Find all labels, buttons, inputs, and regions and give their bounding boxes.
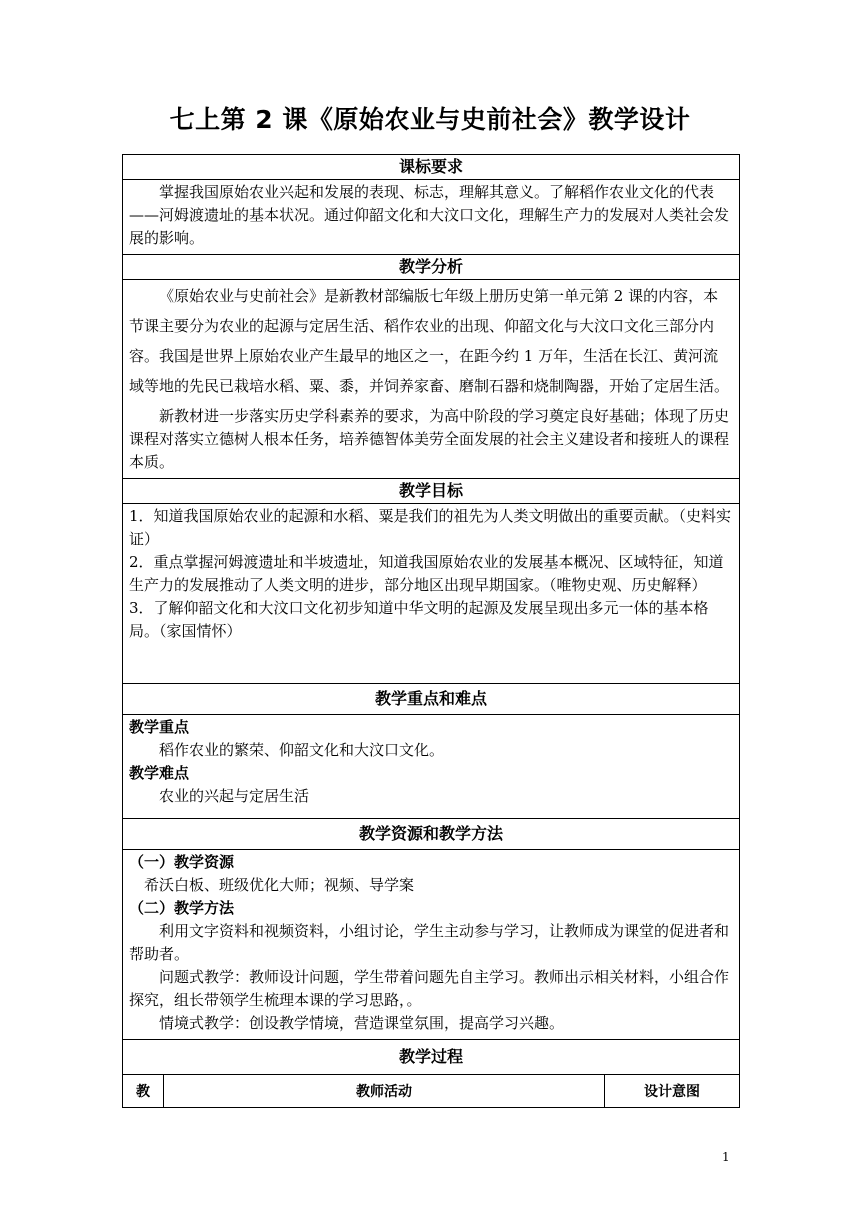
resources-cell bbox=[123, 849, 739, 1039]
objectives-heading: 教学目标 bbox=[123, 478, 739, 503]
resources-text: 希沃白板、班级优化大师；视频、导学案 bbox=[144, 876, 415, 894]
analysis-cell bbox=[123, 279, 739, 478]
difficulty-label: 教学难点 bbox=[129, 764, 190, 782]
page-number: 1 bbox=[722, 1150, 730, 1164]
method-paragraph-3: 情境式教学：创设教学情境，营造课堂氛围，提高学习兴趣。 bbox=[159, 1014, 565, 1032]
process-col-teacher: 教师活动 bbox=[164, 1075, 605, 1107]
resources-heading: 教学资源和教学方法 bbox=[123, 818, 739, 849]
analysis-paragraph-1: 《原始农业与史前社会》是新教材部编版七年级上册历史第一单元第 2 课的内容，本节课主要分为农业的起源与定居生活、稻作农业的出现、仰韶文化与大汶口文化三部分内容。我国是世界上原始农业产生最早的地区之一，在距今约 1 万年，生活在长江、黄河流域等地的先民已栽培水稻、粟、黍，并饲养家畜、磨制石器和烧制陶器，开始了定居生活。 bbox=[129, 287, 730, 395]
document-title: 七上第 2 课《原始农业与史前社会》教学设计 bbox=[169, 105, 691, 134]
analysis-heading: 教学分析 bbox=[123, 254, 739, 279]
objective-item-2: 2．重点掌握河姆渡遗址和半坡遗址，知道我国原始农业的发展基本概况、区域特征，知道生产力的发展推动了人类文明的进步，部分地区出现早期国家。（唯物史观、历史解释） bbox=[129, 553, 724, 594]
objective-item-3: 3．了解仰韶文化和大汶口文化初步知道中华文明的起源及发展呈现出多元一体的基本格局。（家国情怀） bbox=[129, 599, 709, 640]
objectives-cell bbox=[123, 503, 739, 683]
objective-item-1: 1．知道我国原始农业的起源和水稻、粟是我们的祖先为人类文明做出的重要贡献。（史料实证） bbox=[129, 507, 732, 548]
methods-label: （二）教学方法 bbox=[129, 899, 235, 917]
key-points-cell bbox=[123, 714, 739, 818]
curriculum-heading: 课标要求 bbox=[398, 157, 463, 176]
difficulty-text: 农业的兴起与定居生活 bbox=[159, 787, 310, 805]
key-points-heading: 教学重点和难点 bbox=[123, 683, 739, 714]
process-heading: 教学过程 bbox=[123, 1039, 739, 1074]
process-header-row bbox=[123, 1074, 739, 1107]
process-col-intent: 设计意图 bbox=[644, 1084, 700, 1100]
method-paragraph-2: 问题式教学：教师设计问题，学生带着问题先自主学习。教师出示相关材料，小组合作探究，组长带领学生梳理本课的学习思路，。 bbox=[129, 968, 730, 1009]
focus-label: 教学重点 bbox=[129, 718, 190, 736]
curriculum-cell bbox=[123, 179, 739, 254]
method-paragraph-1: 利用文字资料和视频资料，小组讨论，学生主动参与学习，让教师成为课堂的促进者和帮助者。 bbox=[129, 922, 730, 963]
focus-text: 稻作农业的繁荣、仰韶文化和大汶口文化。 bbox=[159, 741, 445, 759]
analysis-paragraph-2: 新教材进一步落实历史学科素养的要求，为高中阶段的学习奠定良好基础；体现了历史课程对落实立德树人根本任务，培养德智体美劳全面发展的社会主义建设者和接班人的课程本质。 bbox=[129, 407, 730, 471]
lesson-plan-table bbox=[122, 154, 740, 1108]
curriculum-text: 掌握我国原始农业兴起和发展的表现、标志，理解其意义。了解稻作农业文化的代表——河姆渡遗址的基本状况。通过仰韶文化和大汶口文化，理解生产力的发展对人类社会发展的影响。 bbox=[129, 183, 730, 247]
process-col-step: 教 bbox=[123, 1075, 164, 1107]
resources-label: （一）教学资源 bbox=[129, 853, 235, 871]
